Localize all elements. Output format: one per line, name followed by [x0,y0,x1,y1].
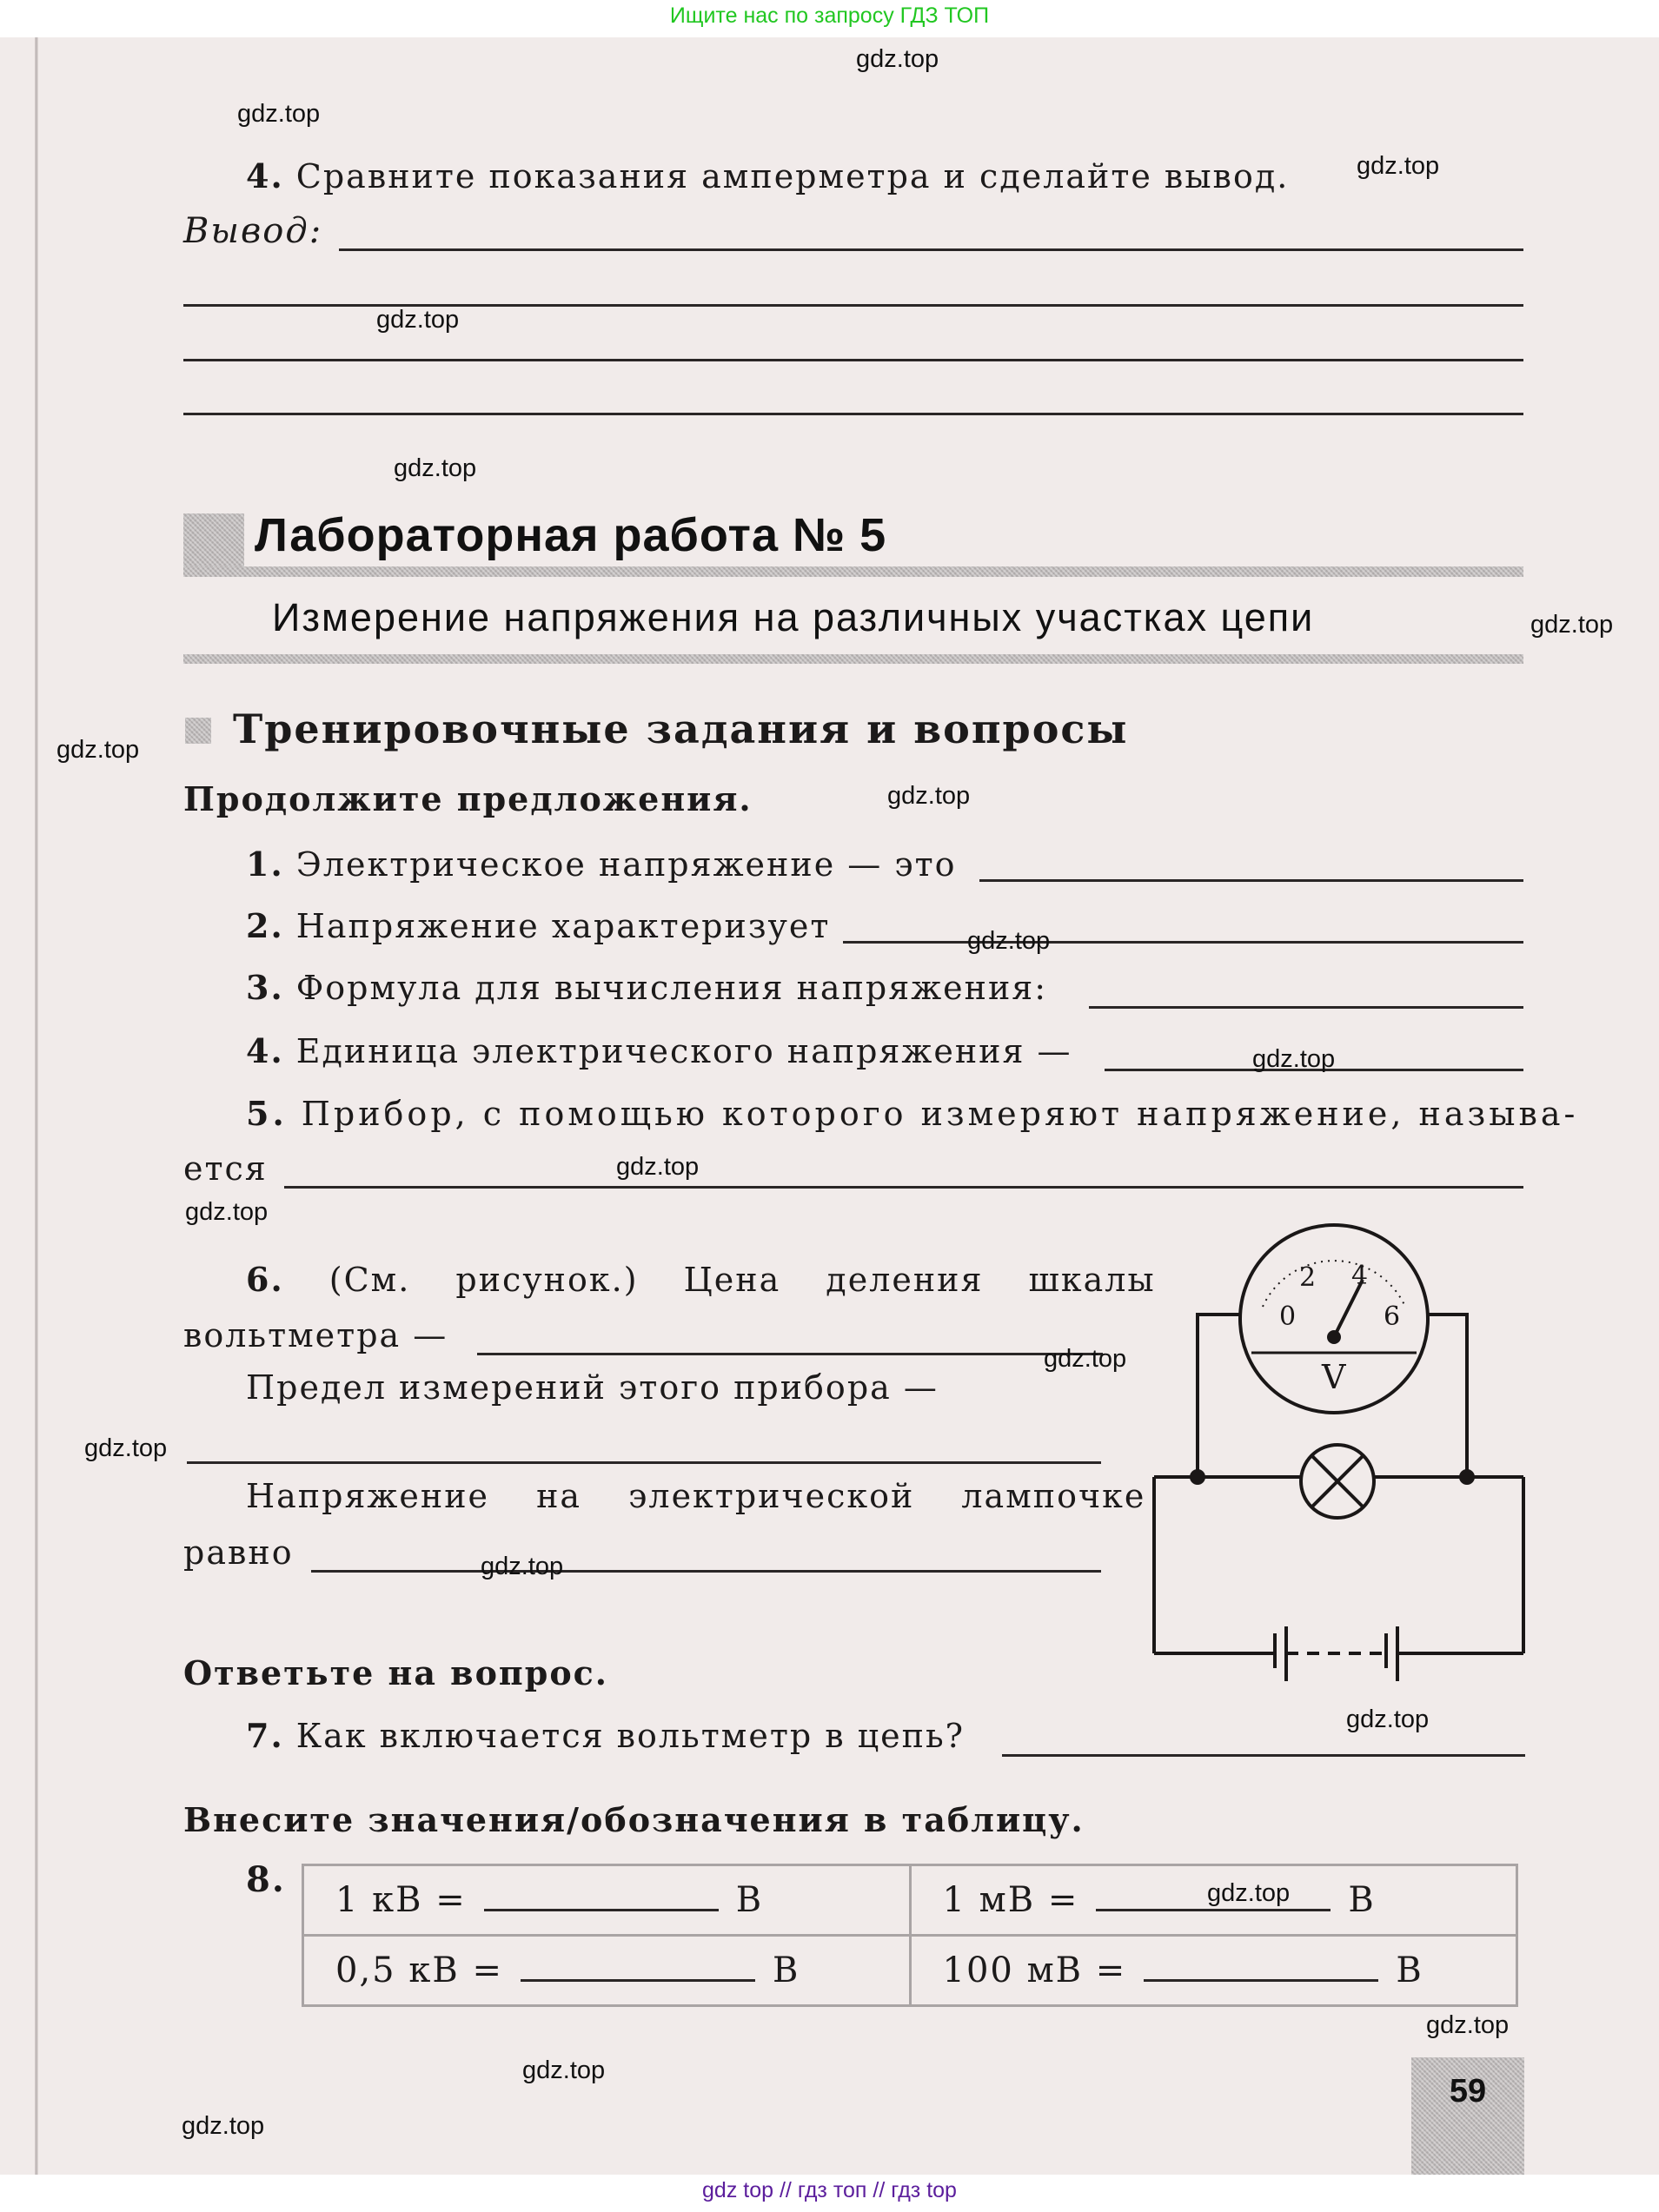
cell-expression: 0,5 кВ = [335,1950,503,1990]
watermark-text: gdz.top [856,45,939,73]
instruction-table: Внесите значения/обозначения в таблицу. [183,1800,1085,1839]
table-row [303,1936,1517,2006]
answer-line-6-division[interactable] [477,1353,1103,1355]
junction-node-right [1459,1469,1475,1485]
cell-expression: 1 кВ = [335,1880,467,1920]
answer-line-2[interactable] [843,941,1523,944]
lab-title: Лабораторная работа № 5 [255,509,887,561]
top-banner [0,0,1659,37]
page-number-box [1411,2057,1524,2175]
lamp-icon [1301,1445,1374,1518]
svg-text:V: V [1322,1358,1346,1396]
cell-unit: В [772,1950,800,1990]
question-text: Прибор, с помощью которого измеряют напряжение, называ- [301,1095,1579,1133]
cell-expression: 100 мВ = [942,1950,1127,1990]
task-number: 4. [246,156,284,195]
conclusion-answer-line-4[interactable] [183,413,1523,415]
watermark-text: gdz.top [237,100,321,128]
question-number: 3. [246,968,284,1007]
question-5-continuation: ется [183,1149,268,1188]
watermark-text: gdz.top [967,927,1051,955]
watermark-text: gdz.top [1207,1879,1291,1907]
question-6-line-5: равно [183,1533,294,1572]
task-text: Сравните показания амперметра и сделайте вывод. [295,157,1290,195]
answer-line-6-limit[interactable] [187,1461,1101,1464]
cell-expression: 1 мВ = [942,1880,1079,1920]
watermark-text: gdz.top [1530,611,1614,639]
instruction-answer: Ответьте на вопрос. [183,1653,609,1692]
table-cell [910,1936,1517,2006]
site-links[interactable]: gdz top // гдз топ // гдз top [702,2178,957,2202]
question-7 [246,1716,965,1755]
watermark-text: gdz.top [376,306,460,334]
wire-right [1427,1315,1467,1477]
question-text: Как включается вольтметр в цепь? [295,1717,966,1755]
battery-icon [1275,1626,1397,1681]
question-6-line-2: вольтметра — [183,1316,448,1354]
table-row [303,1865,1517,1936]
watermark-text: gdz.top [182,2112,265,2140]
page-number: 59 [1449,2073,1487,2109]
question-5 [246,1094,1578,1133]
lab-subtitle: Измерение напряжения на различных участках цепи [272,595,1315,639]
question-1 [246,844,957,884]
cell-answer-blank[interactable] [484,1883,719,1911]
answer-line-3[interactable] [1089,1006,1523,1009]
svg-text:2: 2 [1299,1262,1317,1293]
search-us-link[interactable]: Ищите нас по запросу ГДЗ ТОП [669,3,990,28]
answer-line-7[interactable] [1002,1754,1525,1757]
question-8-number: 8. [246,1859,286,1900]
voltmeter-icon [1240,1225,1428,1413]
cell-unit: В [1348,1880,1376,1920]
question-number: 4. [246,1031,284,1070]
conclusion-answer-line-1[interactable] [339,248,1523,251]
lab-subtitle-rule [183,654,1523,664]
question-4 [246,1031,1072,1070]
cell-unit: В [1396,1950,1423,1990]
watermark-text: gdz.top [1346,1705,1430,1733]
page-spine-shadow [35,37,38,2175]
watermark-text: gdz.top [1357,152,1440,180]
lab-header-rule [183,566,1523,577]
watermark-text: gdz.top [56,736,140,764]
question-6-line-1 [246,1260,1156,1299]
watermark-text: gdz.top [1252,1045,1336,1073]
question-number: 2. [246,906,284,945]
conclusion-label: Вывод: [183,211,323,251]
watermark-text: gdz.top [84,1434,168,1462]
question-2 [246,906,830,945]
conclusion-answer-line-3[interactable] [183,359,1523,361]
watermark-text: gdz.top [185,1198,269,1226]
cell-answer-blank[interactable] [521,1953,755,1982]
instruction-continue: Продолжите предложения. [183,779,753,818]
watermark-text: gdz.top [1426,2011,1510,2039]
question-number: 1. [246,844,284,884]
svg-text:4: 4 [1351,1261,1369,1291]
question-text: Напряжение характеризует [295,907,831,945]
answer-line-5[interactable] [284,1186,1523,1189]
question-text: Единица электрического напряжения — [295,1032,1072,1070]
question-number: 6. [246,1260,284,1299]
bottom-banner [0,2175,1659,2212]
watermark-text: gdz.top [1044,1345,1127,1373]
table-cell [303,1936,911,2006]
answer-line-1[interactable] [979,879,1523,882]
svg-text:6: 6 [1384,1301,1401,1332]
cell-unit: В [735,1880,764,1920]
table-cell [303,1865,911,1936]
training-heading: Тренировочные задания и вопросы [233,705,1129,752]
cell-answer-blank[interactable] [1144,1953,1378,1982]
question-6-line-4: Напряжение на электрической лампочке [246,1477,1146,1515]
watermark-text: gdz.top [522,2056,606,2084]
circuit-diagram [1130,1216,1538,1685]
question-6-line-3: Предел измерений этого прибора — [246,1368,939,1407]
question-text: (См. рисунок.) Цена деления шкалы [328,1261,1156,1299]
section-marker [185,718,211,744]
watermark-text: gdz.top [887,782,971,810]
question-text: Формула для вычисления напряжения: [295,969,1048,1007]
watermark-text: gdz.top [394,454,477,482]
watermark-text: gdz.top [616,1153,700,1181]
question-number: 5. [246,1094,288,1133]
unit-conversion-table [302,1864,1518,2007]
wire-left [1198,1315,1241,1477]
watermark-text: gdz.top [481,1553,564,1580]
junction-node-left [1190,1469,1205,1485]
task-4 [246,156,1289,195]
question-text: Электрическое напряжение — это [295,845,957,884]
svg-text:0: 0 [1279,1301,1297,1332]
question-number: 7. [246,1716,284,1755]
answer-line-6-lamp-voltage[interactable] [311,1570,1101,1573]
question-3 [246,968,1047,1007]
